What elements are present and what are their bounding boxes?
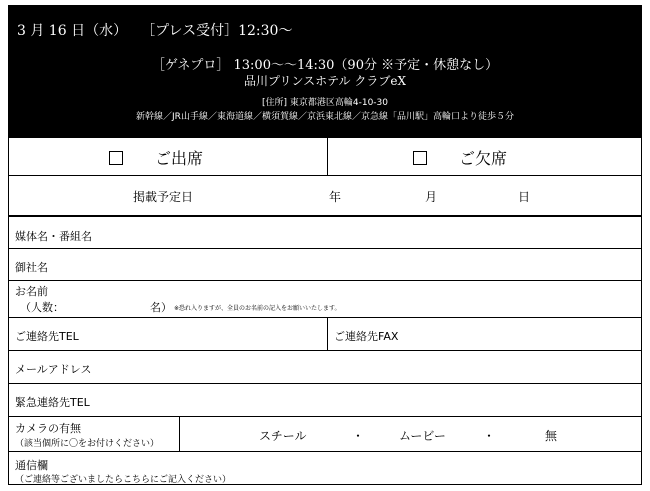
option-separator: ・ xyxy=(352,429,365,443)
absent-option[interactable] xyxy=(413,146,507,169)
publish-date-row xyxy=(9,175,641,215)
access-info: 新幹線／JR山手線／東海道線／横須賀線／京浜東北線／京急線「品川駅」高輪口より徒歩５分 xyxy=(136,112,514,122)
press-reception: ［プレス受付］12:30～ xyxy=(141,23,293,39)
company-row[interactable] xyxy=(9,248,641,280)
press-form xyxy=(8,5,642,485)
count-prefix: （人数： xyxy=(20,301,64,314)
emergency-row[interactable] xyxy=(9,383,641,416)
date-line xyxy=(17,20,292,40)
movie-option[interactable]: ムービー xyxy=(399,429,446,443)
camera-note: （該当個所に〇をお付けください） xyxy=(15,439,160,449)
name-row[interactable] xyxy=(9,280,641,317)
still-option[interactable]: スチール xyxy=(259,429,307,443)
attend-option[interactable] xyxy=(109,146,203,169)
attend-label: ご出席 xyxy=(155,149,204,168)
attend-checkbox[interactable] xyxy=(109,151,123,165)
venue-address: [住所] 東京都港区高輪4-10-30 xyxy=(261,98,388,108)
count-suffix: 名） xyxy=(150,301,172,314)
company-label: 御社名 xyxy=(15,261,48,274)
option-separator: ・ xyxy=(483,429,496,443)
email-label: メールアドレス xyxy=(15,363,92,376)
count-note: ※恐れ入りますが、全員のお名前の記入をお願いいたします。 xyxy=(174,305,341,312)
absent-checkbox[interactable] xyxy=(413,151,427,165)
year-label: 年 xyxy=(329,190,342,204)
comm-label: 通信欄 xyxy=(15,459,48,472)
comm-row[interactable] xyxy=(9,451,641,485)
publish-date-label: 掲載予定日 xyxy=(133,190,194,204)
camera-label: カメラの有無 xyxy=(15,422,81,435)
camera-row xyxy=(9,416,641,451)
month-label: 月 xyxy=(425,190,438,204)
venue-name: 品川プリンスホテル クラブeX xyxy=(243,74,407,88)
comm-note: （ご連絡等ございましたらこちらにご記入ください） xyxy=(15,475,232,485)
email-row[interactable] xyxy=(9,350,641,383)
tel-fax-row xyxy=(9,317,641,350)
media-row[interactable] xyxy=(9,215,641,248)
fax-label: ご連絡先FAX xyxy=(334,330,399,343)
attendance-row xyxy=(9,137,641,175)
name-label: お名前 xyxy=(15,285,48,298)
day-label: 日 xyxy=(518,190,531,204)
tel-label: ご連絡先TEL xyxy=(15,330,79,343)
none-option[interactable]: 無 xyxy=(545,429,558,443)
genepro-time: ［ゲネプロ］ 13:00～～14:30（90分 ※予定・休憩なし） xyxy=(151,58,499,73)
event-date: 3 月 16 日（水） xyxy=(17,23,128,39)
event-header xyxy=(9,6,641,137)
absent-label: ご欠席 xyxy=(459,149,508,168)
emergency-label: 緊急連絡先TEL xyxy=(15,396,90,409)
media-label: 媒体名・番組名 xyxy=(15,230,92,243)
